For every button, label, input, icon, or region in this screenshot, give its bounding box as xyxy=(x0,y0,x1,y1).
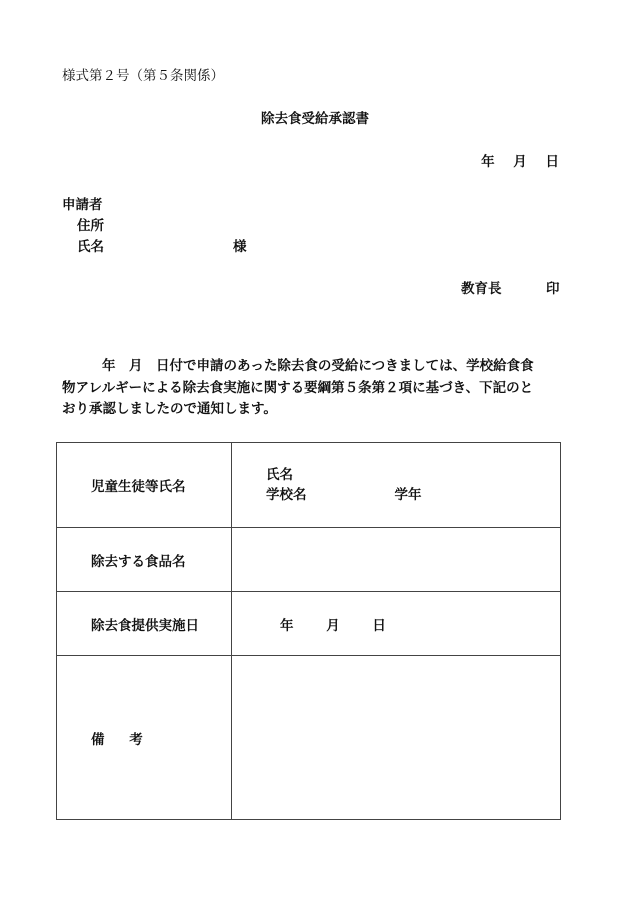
remarks-value xyxy=(232,656,561,820)
table-row xyxy=(57,656,561,820)
applicant-name-label: 氏名 xyxy=(77,239,104,255)
issuer-title: 教育長 xyxy=(461,281,502,297)
table-row xyxy=(57,443,561,528)
issuer-seal: 印 xyxy=(546,281,560,297)
notice-line-3: おり承認しましたので通知します。 xyxy=(62,401,277,417)
applicant-heading: 申請者 xyxy=(62,197,103,213)
applicant-honorific: 様 xyxy=(233,239,247,255)
issue-date: 年 月 日 xyxy=(481,154,559,170)
table-row xyxy=(57,528,561,592)
details-table xyxy=(56,442,561,820)
notice-line-2: 物アレルギーによる除去食実施に関する要綱第５条第２項に基づき、下記のと xyxy=(62,379,534,396)
school-name-label: 学校名 xyxy=(266,487,307,503)
grade-label: 学年 xyxy=(394,487,422,503)
table-row xyxy=(57,592,561,656)
student-info-cell xyxy=(232,443,561,528)
notice-line-1: 年 月 日付で申請のあった除去食の受給につきましては、学校給食食 xyxy=(102,358,534,374)
removed-food-value xyxy=(232,528,561,592)
remarks-label: 備 考 xyxy=(57,656,232,820)
student-name-sub-label: 氏名 xyxy=(266,467,293,483)
student-name-label: 児童生徒等氏名 xyxy=(57,443,232,528)
notice-body xyxy=(62,356,562,421)
school-line xyxy=(232,485,560,505)
document-title: 除去食受給承認書 xyxy=(261,111,369,127)
applicant-address-label: 住所 xyxy=(77,218,104,234)
implementation-date-value: 年 月 日 xyxy=(232,592,561,656)
form-number: 様式第２号（第５条関係） xyxy=(62,68,224,84)
removed-food-label: 除去する食品名 xyxy=(57,528,232,592)
implementation-date-label: 除去食提供実施日 xyxy=(57,592,232,656)
